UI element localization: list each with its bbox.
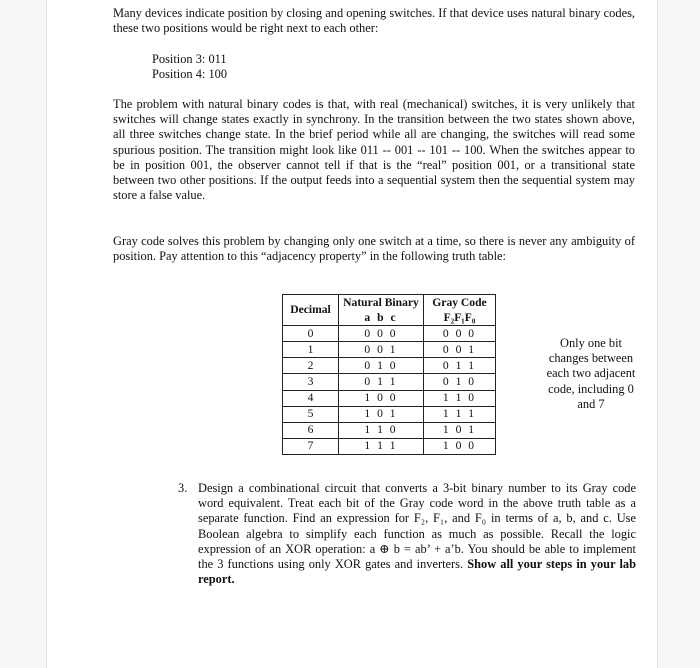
header-decimal: Decimal — [283, 295, 339, 326]
cell-gray: 1 1 0 — [424, 390, 496, 406]
cell-natural: 0 0 1 — [339, 342, 424, 358]
table-row — [283, 406, 496, 422]
cell-decimal: 1 — [283, 342, 339, 358]
truth-table — [282, 294, 496, 455]
cell-gray: 0 1 0 — [424, 374, 496, 390]
cell-decimal: 3 — [283, 374, 339, 390]
problem-paragraph: The problem with natural binary codes is that, with real (mechanical) switches, it is very unlikely that switches will change states exactly in synchrony. In the transition between the two states shown above, all three switches change state. In the brief period while all are changing, the switches will read some spurious position. The transition might look like 011 -- 001 -- 101 -- 100. When the switches appear to be in position 001, the observer cannot tell if that is the “real” position 001, or a transitional state between two other positions. If the output feeds into a sequential system then the sequential system may store a false value. — [113, 97, 635, 203]
cell-decimal: 5 — [283, 406, 339, 422]
table-row — [283, 438, 496, 454]
task-text: Design a combinational circuit that converts a 3-bit binary number to its Gray code word equivalent. Treat each bit of the Gray code word in the above truth table as a separate function. Find an expression for F₂, F₁, and F₀ in terms of a, b, and c. Use Boolean algebra to simplify each function as much as possible. Recall the logic expression of an XOR operation: a ⊕ b = ab’ + a’b. You should be able to implement the 3 functions using only XOR gates and inverters. — [198, 481, 636, 572]
table-row — [283, 358, 496, 374]
adjacency-note: Only one bit changes between each two adjacent code, including 0 and 7 — [546, 336, 636, 411]
cell-gray: 0 0 1 — [424, 342, 496, 358]
cell-decimal: 0 — [283, 326, 339, 342]
header-gray-sub: F₂F₁F₀ — [424, 310, 496, 326]
position-3-line: Position 3: 011 — [152, 52, 227, 66]
cell-natural: 0 0 0 — [339, 326, 424, 342]
cell-gray: 1 0 0 — [424, 438, 496, 454]
table-row — [283, 422, 496, 438]
table-row — [283, 326, 496, 342]
cell-natural: 1 0 1 — [339, 406, 424, 422]
cell-decimal: 7 — [283, 438, 339, 454]
cell-gray: 1 0 1 — [424, 422, 496, 438]
cell-natural: 1 1 0 — [339, 422, 424, 438]
gray-code-intro-paragraph: Gray code solves this problem by changing only one switch at a time, so there is never any ambiguity of position. Pay attention to this “adjacency property” in the following truth table: — [113, 234, 635, 264]
task-paragraph — [198, 481, 636, 587]
cell-gray: 0 0 0 — [424, 326, 496, 342]
header-gray-code: Gray Code — [424, 295, 496, 311]
intro-paragraph: Many devices indicate position by closing and opening switches. If that device uses natural binary codes, these two positions would be right next to each other: — [113, 6, 635, 36]
cell-decimal: 2 — [283, 358, 339, 374]
table-row — [283, 342, 496, 358]
table-row — [283, 374, 496, 390]
document-page — [46, 0, 658, 668]
header-natural-binary: Natural Binary — [339, 295, 424, 311]
position-4-line: Position 4: 100 — [152, 67, 228, 81]
header-natural-sub: a b c — [339, 310, 424, 326]
table-row — [283, 390, 496, 406]
cell-natural: 1 0 0 — [339, 390, 424, 406]
cell-natural: 0 1 0 — [339, 358, 424, 374]
cell-gray: 1 1 1 — [424, 406, 496, 422]
task-number: 3. — [178, 481, 188, 495]
cell-natural: 0 1 1 — [339, 374, 424, 390]
cell-gray: 0 1 1 — [424, 358, 496, 374]
cell-decimal: 6 — [283, 422, 339, 438]
cell-decimal: 4 — [283, 390, 339, 406]
task-bold-instruction: Show all your steps in your lab report. — [198, 557, 636, 587]
cell-natural: 1 1 1 — [339, 438, 424, 454]
